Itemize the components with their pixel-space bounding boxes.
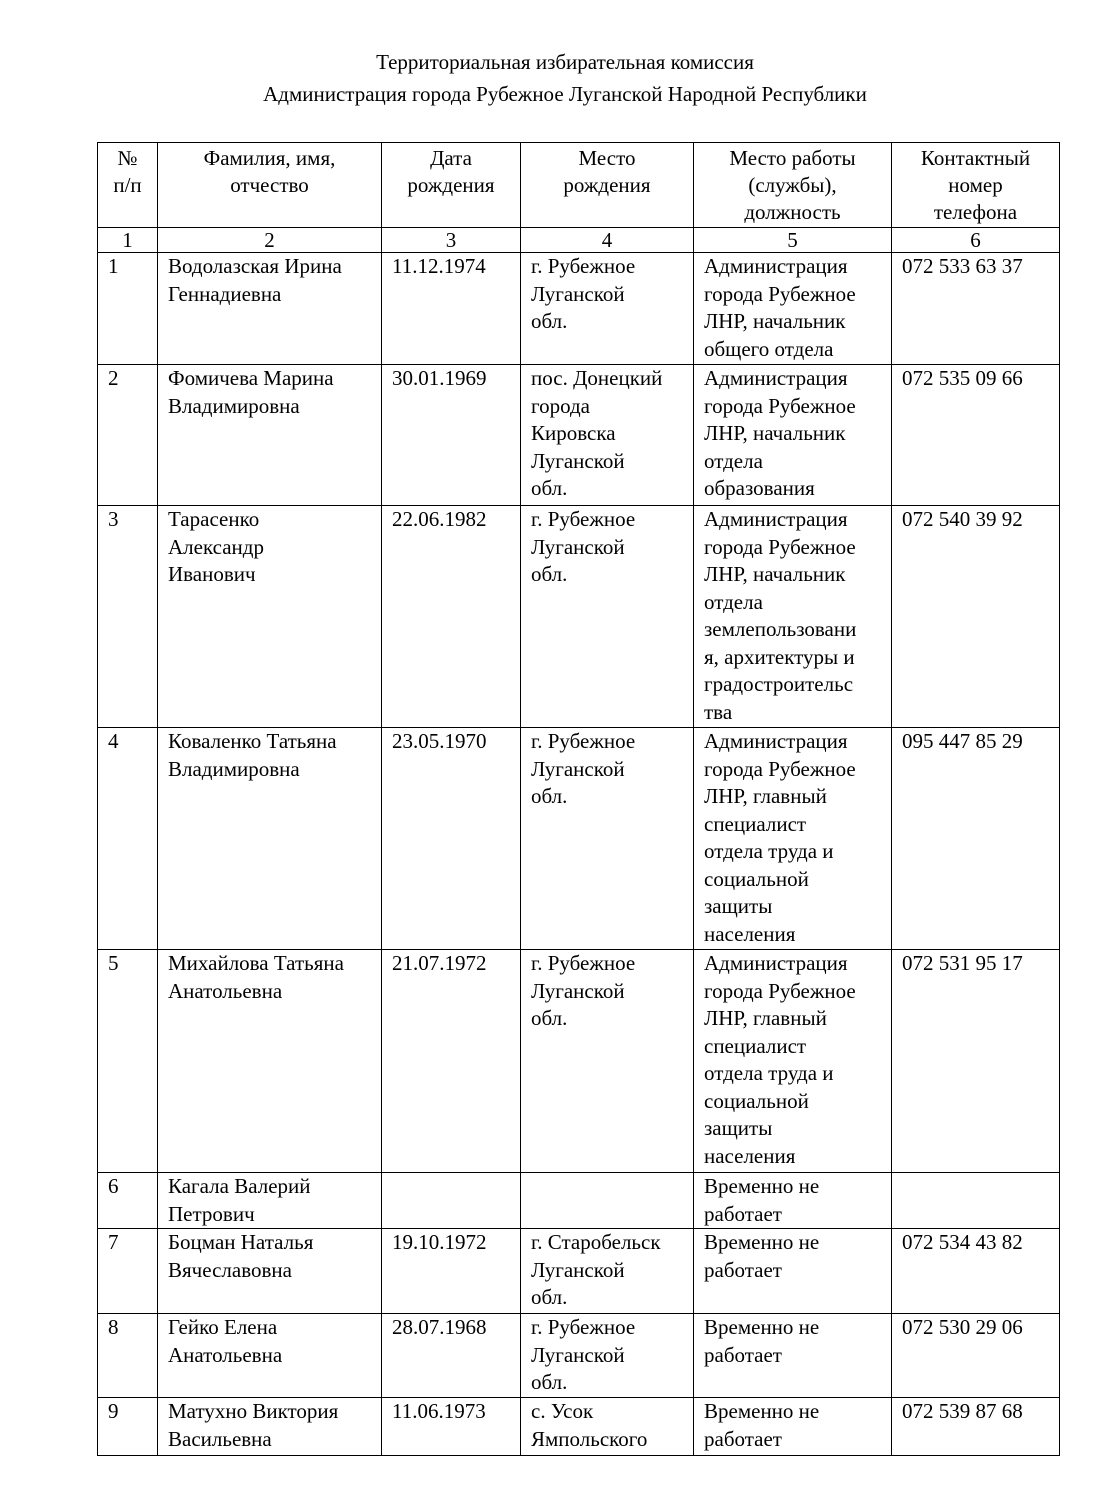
row-number: 2	[98, 365, 158, 506]
row-number: 8	[98, 1314, 158, 1398]
row-number: 3	[98, 506, 158, 728]
column-header-workplace: Место работы (службы), должность	[694, 143, 892, 228]
document-title-line2: Администрация города Рубежное Луганской Народной Республики	[263, 82, 867, 106]
table-row	[98, 365, 1060, 506]
row-full-name: Матухно Виктория Васильевна	[158, 1398, 382, 1456]
row-birth-date	[382, 1173, 521, 1229]
table-row	[98, 253, 1060, 365]
column-header-birth-date: Дата рождения	[382, 143, 521, 228]
row-number: 9	[98, 1398, 158, 1456]
row-full-name: Кагала Валерий Петрович	[158, 1173, 382, 1229]
row-birth-date: 28.07.1968	[382, 1314, 521, 1398]
column-number: 5	[694, 228, 892, 253]
row-birth-place: г. Рубежное Луганской обл.	[521, 728, 694, 950]
row-phone: 072 535 09 66	[892, 365, 1060, 506]
row-workplace: Администрация города Рубежное ЛНР, главный специалист отдела труда и социальной защиты населения	[694, 950, 892, 1173]
column-number: 6	[892, 228, 1060, 253]
column-number: 2	[158, 228, 382, 253]
table-row	[98, 1314, 1060, 1398]
row-number: 7	[98, 1229, 158, 1314]
row-full-name: Водолазская Ирина Геннадиевна	[158, 253, 382, 365]
row-workplace: Временно не работает	[694, 1314, 892, 1398]
row-workplace: Временно не работает	[694, 1398, 892, 1456]
column-number: 4	[521, 228, 694, 253]
column-header-number: № п/п	[98, 143, 158, 228]
table-row	[98, 950, 1060, 1173]
row-birth-place: с. Усок Ямпольского	[521, 1398, 694, 1456]
members-table-body	[98, 143, 1060, 1456]
row-number: 5	[98, 950, 158, 1173]
row-phone: 072 531 95 17	[892, 950, 1060, 1173]
row-birth-date: 11.12.1974	[382, 253, 521, 365]
row-full-name: Фомичева Марина Владимировна	[158, 365, 382, 506]
row-workplace: Администрация города Рубежное ЛНР, начальник отдела землепользовани я, архитектуры и градостроительс тва	[694, 506, 892, 728]
row-birth-date: 21.07.1972	[382, 950, 521, 1173]
column-header-name: Фамилия, имя, отчество	[158, 143, 382, 228]
row-full-name: Тарасенко Александр Иванович	[158, 506, 382, 728]
row-full-name: Коваленко Татьяна Владимировна	[158, 728, 382, 950]
table-row	[98, 728, 1060, 950]
row-workplace: Администрация города Рубежное ЛНР, начальник общего отдела	[694, 253, 892, 365]
row-full-name: Боцман Наталья Вячеславовна	[158, 1229, 382, 1314]
row-birth-place: г. Старобельск Луганской обл.	[521, 1229, 694, 1314]
row-birth-date: 22.06.1982	[382, 506, 521, 728]
row-birth-place: г. Рубежное Луганской обл.	[521, 950, 694, 1173]
document-title-line1: Территориальная избирательная комиссия	[376, 50, 754, 74]
column-number: 3	[382, 228, 521, 253]
row-phone: 072 539 87 68	[892, 1398, 1060, 1456]
row-phone: 072 540 39 92	[892, 506, 1060, 728]
row-birth-date: 19.10.1972	[382, 1229, 521, 1314]
column-header-birth-place: Место рождения	[521, 143, 694, 228]
row-phone: 072 530 29 06	[892, 1314, 1060, 1398]
row-number: 1	[98, 253, 158, 365]
row-full-name: Михайлова Татьяна Анатольевна	[158, 950, 382, 1173]
row-birth-place: г. Рубежное Луганской обл.	[521, 253, 694, 365]
row-number: 4	[98, 728, 158, 950]
row-number: 6	[98, 1173, 158, 1229]
row-full-name: Гейко Елена Анатольевна	[158, 1314, 382, 1398]
table-header-row	[98, 143, 1060, 228]
row-phone: 095 447 85 29	[892, 728, 1060, 950]
row-phone: 072 534 43 82	[892, 1229, 1060, 1314]
table-row	[98, 1173, 1060, 1229]
row-birth-place: г. Рубежное Луганской обл.	[521, 506, 694, 728]
row-birth-place	[521, 1173, 694, 1229]
column-number-row	[98, 228, 1060, 253]
table-row	[98, 1398, 1060, 1456]
row-birth-date: 30.01.1969	[382, 365, 521, 506]
column-header-phone: Контактный номер телефона	[892, 143, 1060, 228]
row-birth-place: г. Рубежное Луганской обл.	[521, 1314, 694, 1398]
row-birth-date: 11.06.1973	[382, 1398, 521, 1456]
members-table	[97, 142, 1060, 1456]
row-workplace: Временно не работает	[694, 1173, 892, 1229]
row-workplace: Администрация города Рубежное ЛНР, главный специалист отдела труда и социальной защиты населения	[694, 728, 892, 950]
row-phone	[892, 1173, 1060, 1229]
table-row	[98, 1229, 1060, 1314]
row-birth-date: 23.05.1970	[382, 728, 521, 950]
row-phone: 072 533 63 37	[892, 253, 1060, 365]
table-row	[98, 506, 1060, 728]
row-birth-place: пос. Донецкий города Кировска Луганской обл.	[521, 365, 694, 506]
column-number: 1	[98, 228, 158, 253]
row-workplace: Администрация города Рубежное ЛНР, начальник отдела образования	[694, 365, 892, 506]
row-workplace: Временно не работает	[694, 1229, 892, 1314]
